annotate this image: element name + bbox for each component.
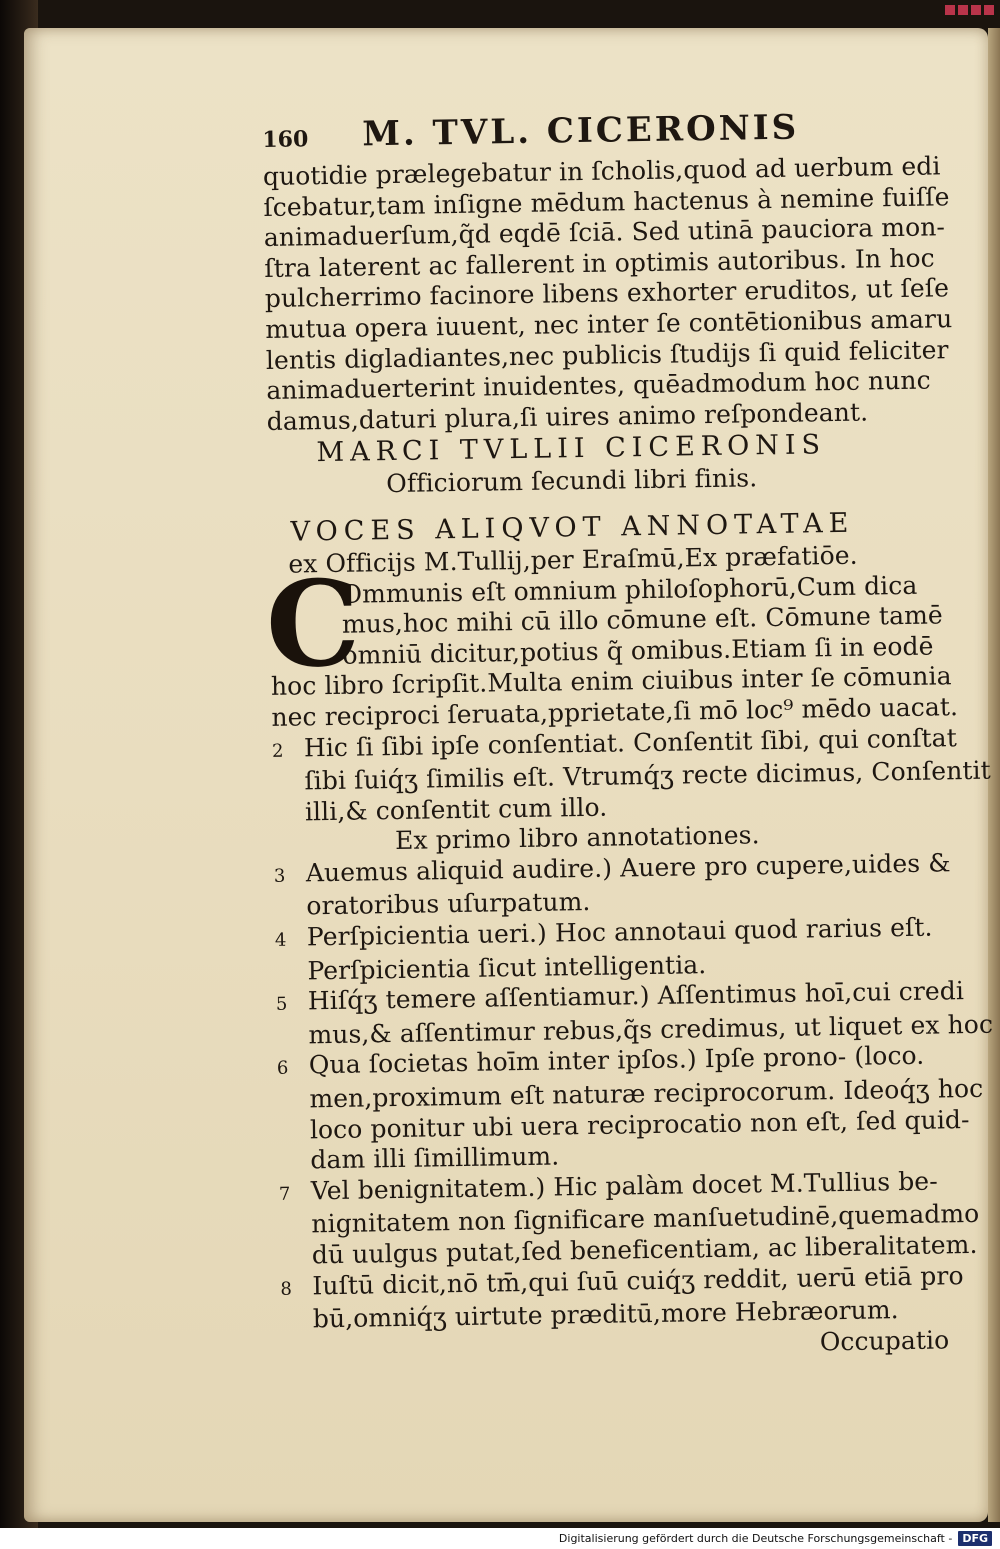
drop-cap-initial: C bbox=[264, 553, 361, 694]
annotation-list bbox=[273, 848, 994, 1335]
note-number bbox=[280, 1233, 312, 1234]
note-text: Perſpicientia ueri.) Hoc annotaui quod rarius eſt. bbox=[306, 912, 933, 952]
note-text: Auemus aliquid audire.) Auere pro cupere,uides & bbox=[305, 848, 951, 888]
note-text: mus,& aſſentimur rebus,q̃s credimus, ut liquet ex hoc bbox=[308, 1009, 994, 1050]
color-patch bbox=[958, 5, 968, 15]
color-patch bbox=[945, 5, 955, 15]
text-line: ſcebatur,tam inſigne mēdum hactenus à nemine fuiſſe bbox=[263, 181, 950, 222]
note-number: 7 bbox=[278, 1183, 291, 1205]
note-text: dū uulgus putat,ſed beneficentiam, ac liberalitatem. bbox=[311, 1229, 978, 1270]
note-number bbox=[278, 1138, 310, 1139]
note-number bbox=[279, 1169, 311, 1170]
note-text: loco ponitur ubi uera reciprocatio non eſt, ſed quid- bbox=[309, 1104, 970, 1144]
page-number: 160 bbox=[262, 126, 309, 153]
text-line: ſtra laterent ac fallerent in optimis autoribus. In hoc bbox=[264, 243, 935, 283]
note-text: men,proximum eſt naturæ reciprocorum. Ideoq́ʒ hoc bbox=[309, 1073, 984, 1114]
color-patch bbox=[971, 5, 981, 15]
note-text: Qua ſocietas hoīm inter ipſos.) Ipſe prono- (loco. bbox=[308, 1041, 925, 1080]
color-strip bbox=[924, 0, 1000, 20]
text-line: omniū dicitur,potius q̃ omibus.Etiam ſi in eodē bbox=[342, 631, 934, 670]
text-line: mus,hoc mihi cū illo cōmune eſt. Cōmune tamē bbox=[341, 600, 943, 639]
dfg-logo: DFG bbox=[958, 1531, 992, 1546]
note-number bbox=[277, 1043, 309, 1044]
note-number: 2 bbox=[271, 740, 284, 762]
text-line: lentis digladiantes,nec publicis ſtudijs ſi quid feliciter bbox=[265, 334, 949, 375]
catchword: Occupatio bbox=[819, 1325, 950, 1357]
book-end-subtitle: Officiorum ſecundi libri finis. bbox=[386, 463, 758, 499]
text-line: mutua opera iuuent, nec inter ſe contētionibus amaru bbox=[265, 304, 953, 344]
note-number bbox=[275, 915, 307, 916]
note-number bbox=[278, 1107, 310, 1108]
note-text: nignitatem non ſignificare manſuetudinē,quemadmo bbox=[311, 1199, 980, 1239]
annotations-subheading: Ex primo libro annotationes. bbox=[394, 820, 760, 856]
note-text: Iuſtū dicit,nō tm̄,qui ſuū cuiq́ʒ reddit, uerū etiā pro bbox=[312, 1260, 964, 1300]
annotation-list bbox=[271, 722, 992, 828]
closing-paragraph bbox=[262, 151, 953, 438]
note-number: 6 bbox=[276, 1058, 289, 1080]
note-number bbox=[273, 820, 305, 821]
text-line: hoc libro ſcripſit.Multa enim ciuibus inter ſe cōmunia bbox=[270, 661, 952, 702]
text-line: nec reciproci ſeruata,pprietate,ſi mō loc⁹ mēdo uacat. bbox=[271, 692, 959, 732]
section-subheading: ex Officijs M.Tullij,per Eraſmū,Ex præfatiōe. bbox=[288, 540, 858, 579]
note-text: Perſpicientia ſicut intelligentia. bbox=[307, 949, 707, 986]
funding-credit: Digitalisierung gefördert durch die Deutsche Forschungsgemeinschaft - bbox=[558, 1532, 953, 1545]
note-text: ſibi ſuiq́ʒ ſimilis eſt. Vtrumq́ʒ recte dicimus, Conſentit bbox=[304, 755, 992, 796]
color-patch bbox=[984, 5, 994, 15]
note-text: Hic ſi ſibi ipſe conſentiat. Conſentit ſibi, qui conſtat bbox=[303, 722, 958, 762]
section-heading: VOCES ALIQVOT ANNOTATAE bbox=[290, 507, 855, 548]
note-number: 8 bbox=[280, 1278, 293, 1300]
text-block bbox=[262, 106, 994, 1367]
note-text: Hiſq́ʒ temere aſſentiamur.) Aſſentimus hoī,cui credi bbox=[307, 976, 965, 1016]
bleed-through-text bbox=[913, 36, 931, 81]
note-text: illi,& conſentit cum illo. bbox=[304, 792, 608, 827]
book-end-title: MARCI TVLLII CICERONIS bbox=[316, 429, 827, 469]
text-line: animaduerſum,q̃d eqdē ſciā. Sed utinā pauciora mon- bbox=[263, 212, 946, 253]
note-text: Vel benignitatem.) Hic palàm docet M.Tullius be- bbox=[310, 1166, 938, 1206]
text-line: quotidie prælegebatur in ſcholis,quod ad uerbum edi bbox=[262, 151, 941, 191]
text-line: animaduerterint inuidentes, quēadmodum hoc nunc bbox=[266, 365, 931, 406]
note-number: 5 bbox=[275, 993, 288, 1016]
note-text: dam illi ſimillimum. bbox=[310, 1141, 560, 1175]
note-number bbox=[280, 1263, 312, 1264]
footer-bar bbox=[0, 1528, 1000, 1549]
note-text: bū,omniq́ʒ uirtute præditū,more Hebræorum. bbox=[312, 1295, 899, 1334]
note-number bbox=[273, 790, 305, 791]
text-line: Ommunis eſt omnium philoſophorū,Cum dica bbox=[341, 570, 918, 609]
note-number: 3 bbox=[273, 865, 286, 887]
note-number bbox=[276, 979, 308, 980]
text-line: damus,daturi plura,ſi uires animo reſpondeant. bbox=[266, 397, 869, 436]
note-number bbox=[281, 1328, 313, 1329]
running-title: M. TVL. CICERONIS bbox=[361, 107, 800, 155]
text-line: pulcherrimo facinore libens exhorter eruditos, ut ſeſe bbox=[264, 273, 950, 314]
note-text: oratoribus uſurpatum. bbox=[306, 887, 591, 921]
note-number: 4 bbox=[274, 929, 287, 951]
